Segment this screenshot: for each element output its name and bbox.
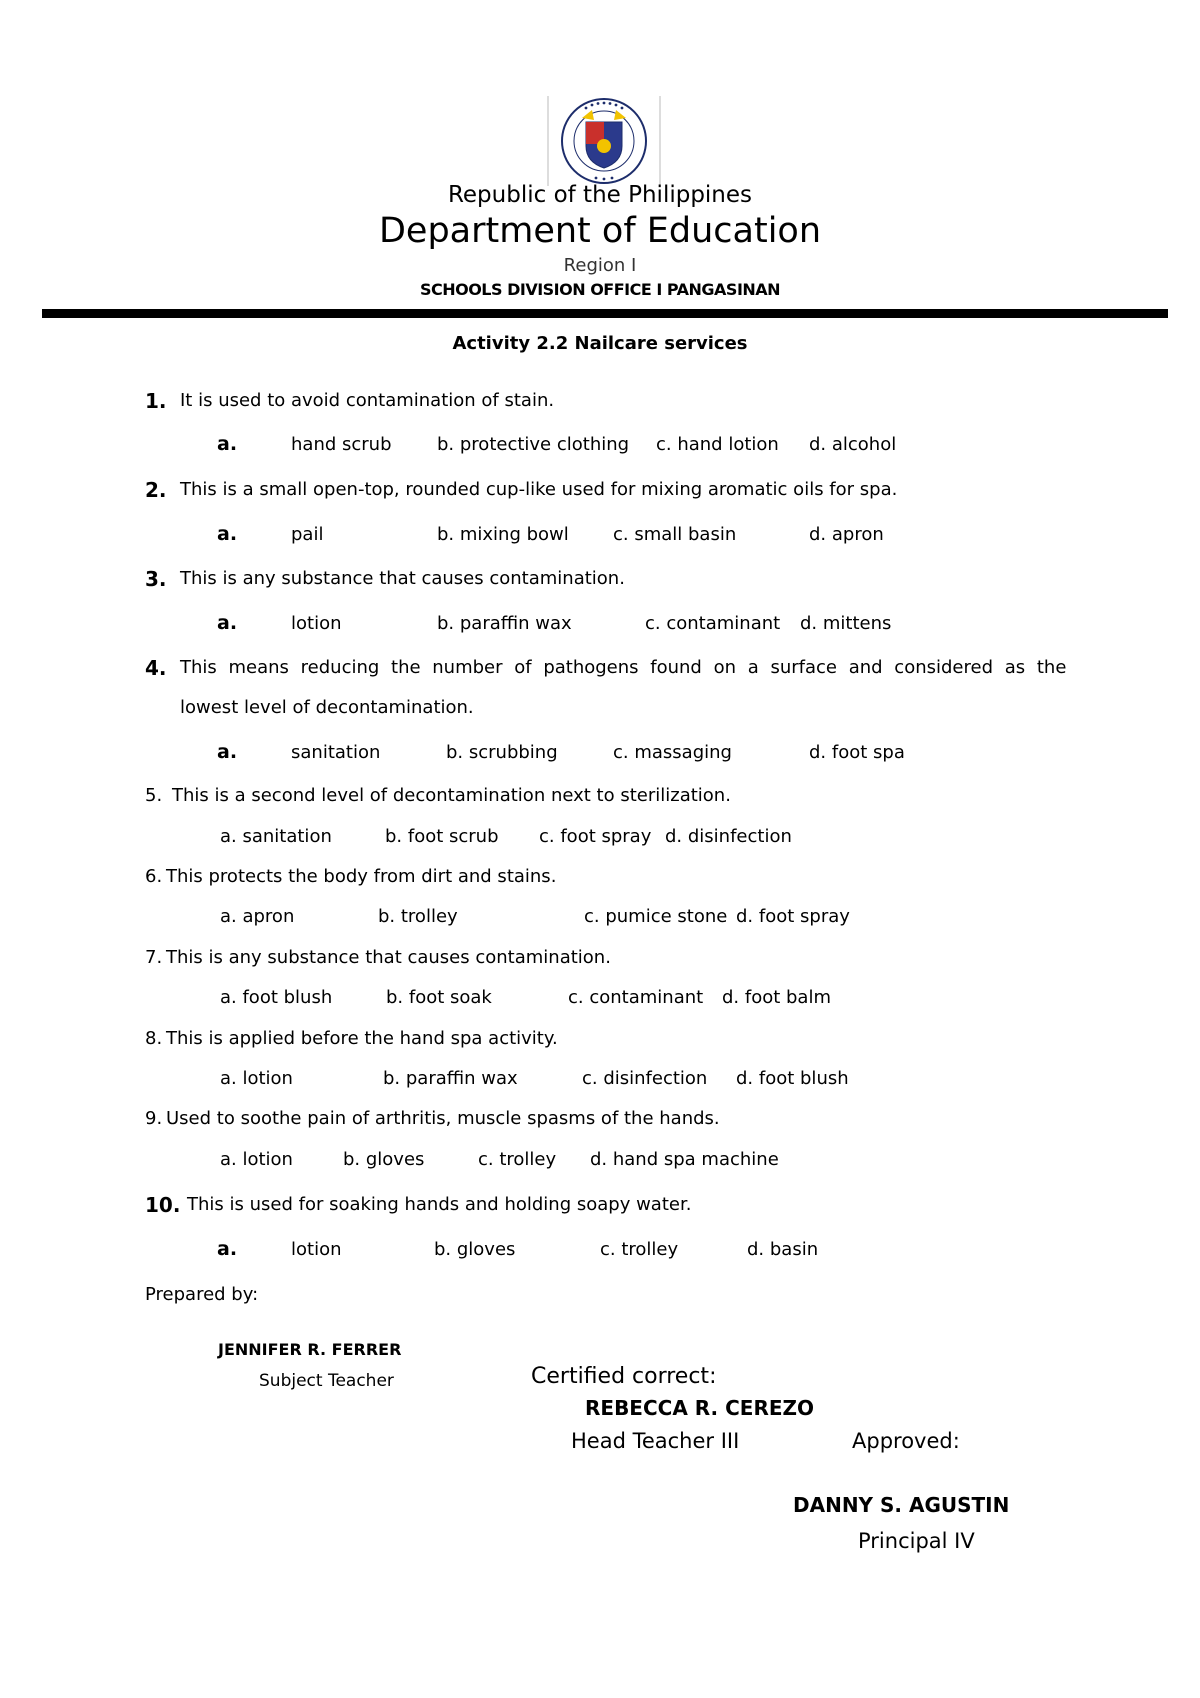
division-line: SCHOOLS DIVISION OFFICE I PANGASINAN bbox=[419, 280, 781, 299]
option: c. massaging bbox=[613, 742, 732, 763]
option: b. protective clothing bbox=[437, 434, 630, 455]
option: hand scrub bbox=[291, 434, 392, 455]
question-text: This is applied before the hand spa activity. bbox=[166, 1028, 558, 1049]
option: b. foot soak bbox=[386, 987, 492, 1008]
option: d. foot spa bbox=[809, 742, 905, 763]
question-number: 5. bbox=[145, 785, 163, 806]
question-text: This is any substance that causes contamination. bbox=[180, 568, 625, 589]
question-text: This is any substance that causes contamination. bbox=[166, 947, 611, 968]
certified-label: Certified correct: bbox=[531, 1364, 717, 1389]
question-text-continued: lowest level of decontamination. bbox=[180, 697, 474, 718]
question-text: It is used to avoid contamination of stain. bbox=[180, 390, 555, 411]
option: a. foot blush bbox=[220, 987, 333, 1008]
option: sanitation bbox=[291, 742, 381, 763]
option: d. basin bbox=[747, 1239, 819, 1260]
deped-seal-logo bbox=[546, 96, 662, 186]
question-text: This is used for soaking hands and holding soapy water. bbox=[187, 1194, 692, 1215]
question-number: 9. bbox=[145, 1108, 163, 1129]
option: b. gloves bbox=[434, 1239, 516, 1260]
option: a. sanitation bbox=[220, 826, 332, 847]
option: a. lotion bbox=[220, 1068, 293, 1089]
approver-title: Principal IV bbox=[858, 1529, 975, 1553]
option: b. scrubbing bbox=[446, 742, 558, 763]
preparer-title: Subject Teacher bbox=[259, 1371, 394, 1391]
option: pail bbox=[291, 524, 324, 545]
option: b. paraffin wax bbox=[383, 1068, 518, 1089]
option-letter: a. bbox=[217, 433, 238, 455]
question-number: 10. bbox=[145, 1193, 181, 1217]
option: d. foot blush bbox=[736, 1068, 849, 1089]
option: d. disinfection bbox=[665, 826, 792, 847]
question-number: 7. bbox=[145, 947, 163, 968]
option: d. apron bbox=[809, 524, 884, 545]
option: d. foot balm bbox=[722, 987, 832, 1008]
question-number: 4. bbox=[145, 656, 167, 680]
option: b. mixing bowl bbox=[437, 524, 569, 545]
option: c. pumice stone bbox=[584, 906, 728, 927]
header-divider bbox=[42, 309, 1168, 318]
question-text: This protects the body from dirt and stains. bbox=[166, 866, 557, 887]
question-text: Used to soothe pain of arthritis, muscle spasms of the hands. bbox=[166, 1108, 720, 1129]
approver-name: DANNY S. AGUSTIN bbox=[793, 1493, 1010, 1517]
option: a. apron bbox=[220, 906, 295, 927]
region-line: Region I bbox=[563, 255, 637, 276]
question-number: 3. bbox=[145, 567, 167, 591]
option: b. foot scrub bbox=[385, 826, 499, 847]
option: c. hand lotion bbox=[656, 434, 779, 455]
option: c. small basin bbox=[613, 524, 737, 545]
question-number: 6. bbox=[145, 866, 163, 887]
preparer-name: JENNIFER R. FERRER bbox=[218, 1340, 402, 1359]
option: d. hand spa machine bbox=[590, 1149, 779, 1170]
prepared-by-label: Prepared by: bbox=[145, 1284, 259, 1305]
option: d. alcohol bbox=[809, 434, 897, 455]
activity-title: Activity 2.2 Nailcare services bbox=[452, 333, 748, 354]
question-text: This is a second level of decontamination next to sterilization. bbox=[172, 785, 731, 806]
option: d. foot spray bbox=[736, 906, 850, 927]
option: c. disinfection bbox=[582, 1068, 708, 1089]
certifier-name: REBECCA R. CEREZO bbox=[585, 1396, 815, 1420]
option-letter: a. bbox=[217, 523, 238, 545]
option: b. gloves bbox=[343, 1149, 425, 1170]
department-title: Department of Education bbox=[378, 211, 822, 251]
approved-label: Approved: bbox=[852, 1429, 960, 1453]
question-number: 1. bbox=[145, 389, 167, 413]
option-letter: a. bbox=[217, 741, 238, 763]
question-text: This is a small open-top, rounded cup-like used for mixing aromatic oils for spa. bbox=[180, 479, 898, 500]
option: c. trolley bbox=[600, 1239, 679, 1260]
option-letter: a. bbox=[217, 1238, 238, 1260]
option: b. paraffin wax bbox=[437, 613, 572, 634]
question-number: 2. bbox=[145, 478, 167, 502]
option: lotion bbox=[291, 1239, 342, 1260]
certifier-title: Head Teacher III bbox=[571, 1429, 740, 1453]
republic-line: Republic of the Philippines bbox=[447, 182, 753, 208]
question-text: This means reducing the number of pathogens found on a surface and considered as the bbox=[180, 657, 1067, 678]
option: b. trolley bbox=[378, 906, 458, 927]
option: d. mittens bbox=[800, 613, 892, 634]
option-letter: a. bbox=[217, 612, 238, 634]
option: c. foot spray bbox=[539, 826, 652, 847]
option: a. lotion bbox=[220, 1149, 293, 1170]
question-number: 8. bbox=[145, 1028, 163, 1049]
option: lotion bbox=[291, 613, 342, 634]
option: c. contaminant bbox=[568, 987, 704, 1008]
option: c. trolley bbox=[478, 1149, 557, 1170]
option: c. contaminant bbox=[645, 613, 781, 634]
